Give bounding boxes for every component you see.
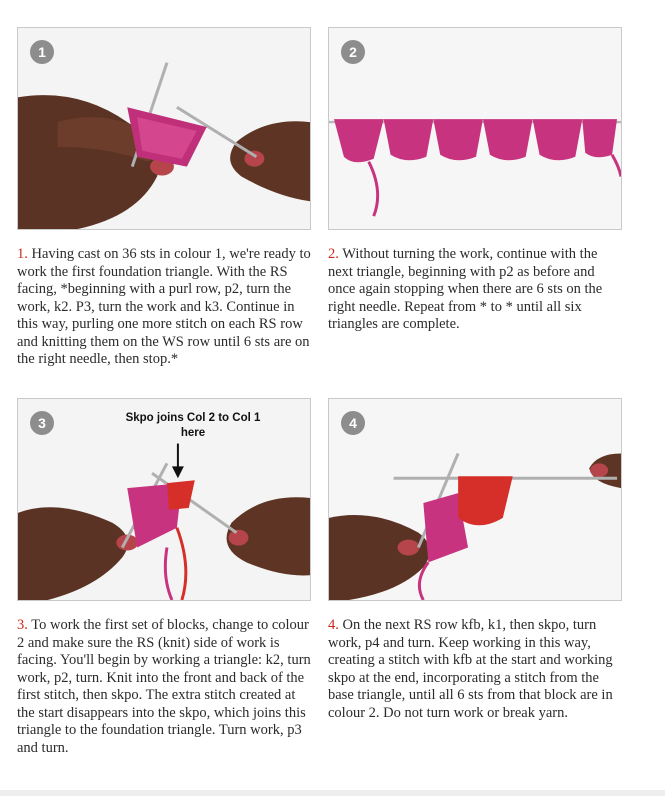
step-4-caption [328,617,624,722]
page-bottom-rule [0,790,665,796]
step-4-number: 4. [328,617,339,633]
step-1-badge: 1 [30,40,54,64]
step-2-text: Without turning the work, continue with the next triangle, beginning with p2 as before and once again stopping when there are 6 sts on the right needle. Repeat from * to * until all six triangles are complete. [328,246,603,332]
skpo-annotation: Skpo joins Col 2 to Col 1 here [125,412,261,439]
step-1-caption [17,246,313,369]
block-complete-illustration [329,399,621,600]
step-2-badge: 2 [341,40,365,64]
foundation-triangles-illustration [329,28,621,229]
step-4-photo [328,398,622,601]
step-4-text: On the next RS row kfb, k1, then skpo, turn work, p4 and turn. Keep working in this way, creating a stitch with kfb at the start and working skpo at the end, incorporating a stitch from the base triangle, until all 6 sts from that block are in colour 2. Do not turn work or break yarn. [328,617,613,721]
step-3-number: 3. [17,617,28,633]
step-1-text: Having cast on 36 sts in colour 1, we're ready to work the first foundation triangle. With the RS facing, *beginning with a purl row, p2, turn the work, k2. P3, turn the work and k3. Continue in this way, purling one more stitch on each RS row and knitting them on the WS row until 6 sts are on the right needle, then stop.* [17,246,311,367]
step-3-badge: 3 [30,411,54,435]
step-1-photo [17,27,311,230]
step-3-text: To work the first set of blocks, change to colour 2 and make sure the RS (knit) side of work is facing. You'll begin by working a triangle: k2, turn work, p2, turn. Knit into the front and back of the first stitch, then skpo. The extra stitch created at the start disappears into the skpo, which joins this triangle to the foundation triangle. Turn work, p3 and turn. [17,617,311,756]
step-3-photo [17,398,311,601]
step-4-badge: 4 [341,411,365,435]
step-2-photo [328,27,622,230]
step-1-number: 1. [17,246,28,262]
step-3-caption [17,617,313,757]
knitting-hands-illustration [18,28,310,229]
step-2-number: 2. [328,246,339,262]
step-2-caption [328,246,624,334]
